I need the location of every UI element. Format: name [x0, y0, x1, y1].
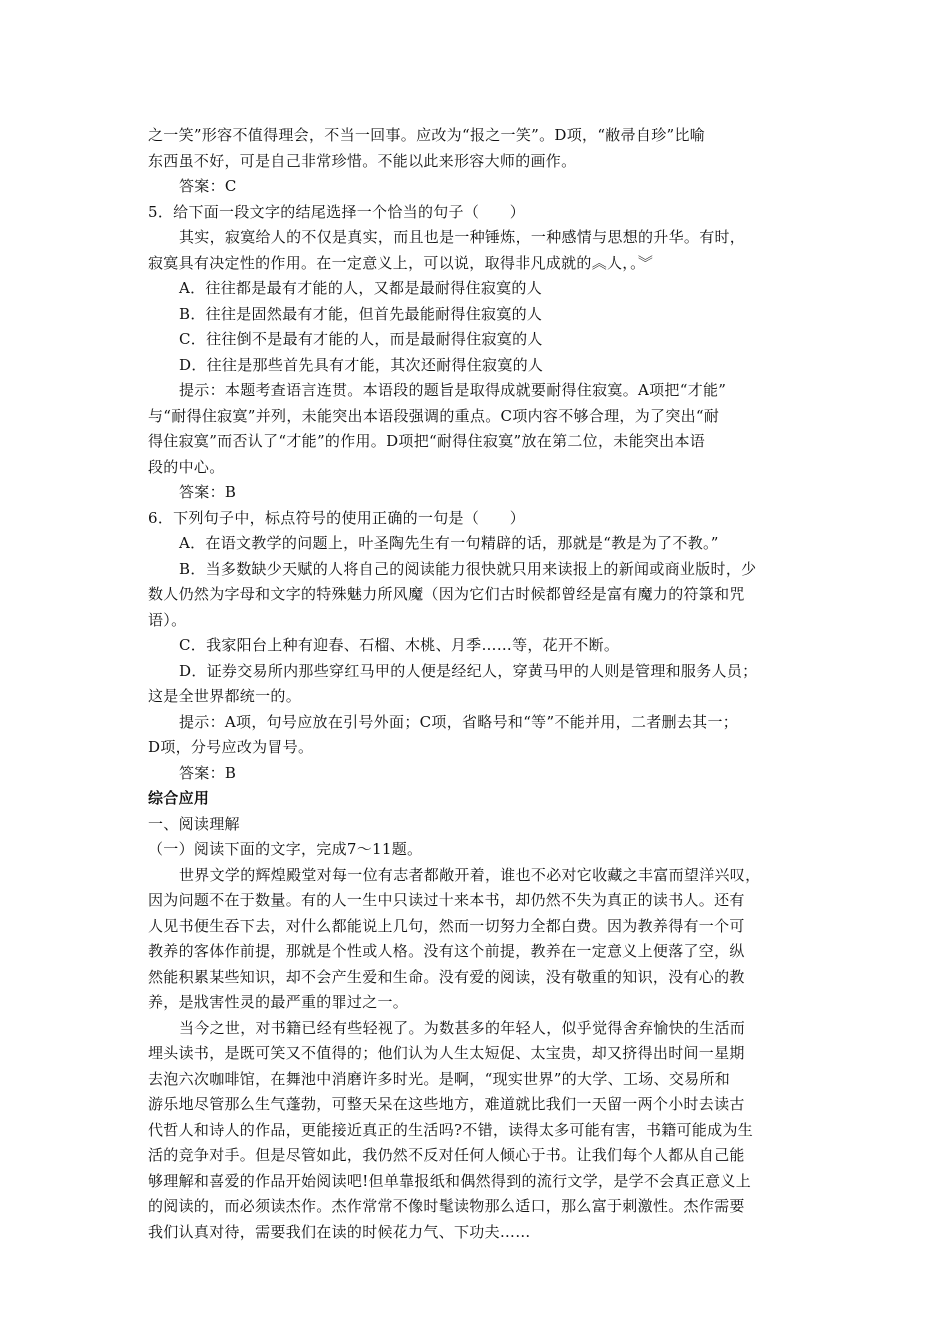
- text-line: 寂寞具有决定性的作用。在一定意义上，可以说，取得非凡成就的︽人，。︾: [148, 253, 654, 272]
- text-line: C．往往倒不是最有才能的人，而是最耐得住寂寞的人: [179, 330, 543, 348]
- document-body: [148, 123, 808, 1245]
- text-line: 埋头读书，是既可笑又不值得的；他们认为人生太短促、太宝贵，却又挤得出时间一星期: [148, 1044, 745, 1062]
- text-line: 段的中心。: [148, 457, 225, 476]
- text-line: D．往往是那些首先具有才能，其次还耐得住寂寞的人: [179, 355, 544, 374]
- text-line: 东西虽不好，可是自己非常珍惜。不能以此来形容大师的画作。: [148, 151, 577, 170]
- text-line: C．我家阳台上种有迎春、石榴、木桃、月季……等，花开不断。: [179, 636, 620, 654]
- text-line: 提示：本题考查语言连贯。本语段的题旨是取得成就要耐得住寂寞。A项把“才能”: [179, 381, 727, 399]
- text-line: 去泡六次咖啡馆，在舞池中消磨许多时光。是啊，“现实世界”的大学、工场、交易所和: [148, 1069, 731, 1088]
- text-line: 答案：C: [179, 177, 237, 195]
- text-line: B．往往是固然最有才能，但首先最能耐得住寂寞的人: [179, 304, 543, 323]
- text-line: 然能积累某些知识，却不会产生爱和生命。没有爱的阅读，没有敬重的知识，没有心的教: [148, 967, 745, 986]
- text-line: 答案：B: [179, 483, 237, 501]
- text-line: 养，是戕害性灵的最严重的罪过之一。: [148, 993, 409, 1011]
- text-line: 因为问题不在于数量。有的人一生中只读过十来本书，却仍然不失为真正的读书人。还有: [148, 891, 745, 909]
- text-line: 语）。: [148, 610, 187, 629]
- text-line: 这是全世界都统一的。: [148, 687, 302, 705]
- section-heading: 综合应用: [148, 789, 210, 807]
- text-line: 教养的客体作前提，那就是个性或人格。没有这个前提，教养在一定意义上便落了空，纵: [148, 942, 745, 960]
- text-line: B．当多数缺少天赋的人将自己的阅读能力很快就只用来读报上的新闻或商业版时，少: [179, 559, 757, 578]
- text-line: 活的竞争对手。但是尽管如此，我仍然不反对任何人倾心于书。让我们每个人都从自己能: [148, 1146, 745, 1164]
- text-line: 我们认真对待，需要我们在读的时候花力气、下功夫……: [148, 1222, 531, 1241]
- text-line: 世界文学的辉煌殿堂对每一位有志者都敞开着，谁也不必对它收藏之丰富而望洋兴叹，: [179, 865, 761, 884]
- text-line: D项，分号应改为冒号。: [148, 738, 314, 756]
- text-line: 之一笑”形容不值得理会，不当一回事。应改为“报之一笑”。D项，“敝帚自珍”比喻: [148, 126, 706, 144]
- text-line: 游乐地尽管那么生气蓬勃，可整天呆在这些地方，难道就比我们一天留一两个小时去读古: [148, 1095, 745, 1113]
- text-line: 得住寂寞”而否认了“才能”的作用。D项把“耐得住寂寞”放在第二位，未能突出本语: [148, 432, 706, 450]
- text-line: D．证券交易所内那些穿红马甲的人便是经纪人，穿黄马甲的人则是管理和服务人员；: [179, 661, 758, 680]
- text-line: 的阅读的，而必须读杰作。杰作常常不像时髦读物那么适口，那么富于刺激性。杰作需要: [148, 1197, 745, 1215]
- text-line: A．在语文教学的问题上，叶圣陶先生有一句精辟的话，那就是“教是为了不教。”: [179, 534, 719, 552]
- text-line: 6．下列句子中，标点符号的使用正确的一句是（ ）: [148, 508, 526, 527]
- text-line: （一）阅读下面的文字，完成7～11题。: [148, 840, 423, 858]
- text-line: A．往往都是最有才能的人，又都是最耐得住寂寞的人: [179, 279, 543, 297]
- text-line: 其实，寂寞给人的不仅是真实，而且也是一种锤炼，一种感情与思想的升华。有时，: [179, 228, 746, 246]
- text-line: 5．给下面一段文字的结尾选择一个恰当的句子（ ）: [148, 202, 526, 221]
- text-line: 人见书便生吞下去，对什么都能说上几句，然而一切努力全都白费。因为教养得有一个可: [148, 916, 745, 935]
- text-line: 提示：A项，句号应放在引号外面；C项，省略号和“等”不能并用，二者删去其一；: [179, 712, 739, 731]
- text-line: 答案：B: [179, 763, 237, 782]
- text-line: 数人仍然为字母和文字的特殊魅力所风魔（因为它们古时候都曾经是富有魔力的符箓和咒: [148, 585, 745, 603]
- text-line: 代哲人和诗人的作品，更能接近真正的生活吗?不错，读得太多可能有害，书籍可能成为生: [148, 1120, 754, 1139]
- text-line: 一、阅读理解: [148, 814, 240, 833]
- text-line: 与“耐得住寂寞”并列，未能突出本语段强调的重点。C项内容不够合理，为了突出“耐: [148, 406, 720, 425]
- text-line: 当今之世，对书籍已经有些轻视了。为数甚多的年轻人，似乎觉得舍弃愉快的生活而: [179, 1018, 746, 1037]
- text-line: 够理解和喜爱的作品开始阅读吧!但单靠报纸和偶然得到的流行文学，是学不会真正意义上: [148, 1171, 752, 1190]
